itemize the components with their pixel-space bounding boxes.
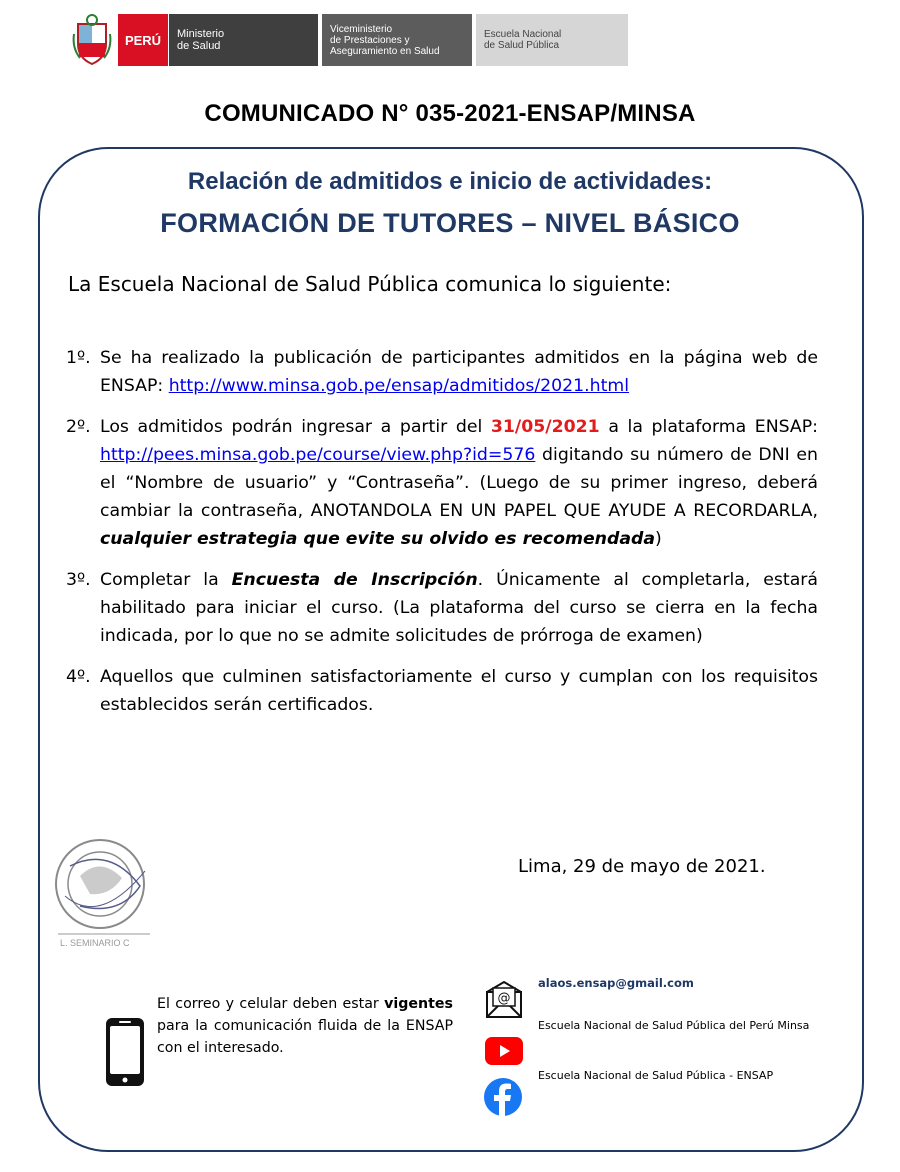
item-number: 2º. <box>66 417 91 437</box>
announcement-list <box>66 344 818 732</box>
item-text-part: a la plataforma ENSAP: <box>599 417 818 437</box>
ministry-badge <box>168 14 318 66</box>
email-icon <box>484 980 524 1020</box>
country-label: PERÚ <box>124 32 162 48</box>
viceministry-badge <box>322 14 472 66</box>
item-text-part: digitando su número de DNI en el “Nombre de usuario” y “Contraseña”. (Luego de su primer ingreso, deberá cambiar la contraseña, ANOTANDOLA EN UN PAPEL QUE AYUDE A RECORDARLA, <box>100 445 818 521</box>
school-line1: Escuela Nacional <box>484 29 562 40</box>
list-item <box>66 663 818 719</box>
ministry-line2: de Salud <box>177 40 221 52</box>
vice-line1: Viceministerio <box>330 23 393 35</box>
item-text <box>100 663 818 719</box>
note-text: El correo y celular deben estar <box>157 996 385 1012</box>
intro-text: La Escuela Nacional de Salud Pública comunica lo siguiente: <box>68 272 672 296</box>
item-text <box>100 566 818 650</box>
page-title: COMUNICADO N° 035-2021-ENSAP/MINSA <box>204 100 696 127</box>
vice-line3: Aseguramiento en Salud <box>330 45 440 57</box>
item-text-part: . Únicamente al completarla, estará habilitado para iniciar el curso. (La plataforma del curso se cierra en la fecha indicada, por lo que no se admite solicitudes de prórroga de examen) <box>100 570 818 646</box>
vice-line2: de Prestaciones y <box>330 34 410 46</box>
header-logos <box>70 14 628 66</box>
school-badge <box>476 14 628 66</box>
official-seal-icon <box>50 836 155 948</box>
school-line2: de Salud Pública <box>484 40 560 51</box>
survey-name: Encuesta de Inscripción <box>231 570 478 590</box>
platform-link[interactable]: http://pees.minsa.gob.pe/course/view.php?id=576 <box>100 445 536 465</box>
list-item <box>66 566 818 650</box>
svg-text:@: @ <box>497 991 511 1006</box>
subtitle-admitidos: Relación de admitidos e inicio de actividades: <box>187 168 713 195</box>
item-text-part: Los admitidos podrán ingresar a partir del <box>100 417 491 437</box>
youtube-channel-name[interactable]: Escuela Nacional de Salud Pública del Perú Minsa <box>538 1019 810 1032</box>
facebook-page-name[interactable]: Escuela Nacional de Salud Pública - ENSAP <box>538 1069 774 1082</box>
seal-signature-text: L. SEMINARIO C <box>60 938 130 948</box>
item-text <box>100 344 818 400</box>
note-emphasis: vigentes <box>384 996 453 1012</box>
item-text-part: Se ha realizado la publicación de participantes admitidos en la página web de ENSAP: <box>100 348 818 396</box>
start-date: 31/05/2021 <box>490 417 600 437</box>
peru-badge <box>118 14 168 66</box>
note-text: para la comunicación fluida de la ENSAP con el interesado. <box>157 1018 453 1056</box>
subtitle-course: FORMACIÓN DE TUTORES – NIVEL BÁSICO <box>160 208 740 238</box>
youtube-icon[interactable] <box>484 1036 524 1066</box>
item-emphasis: cualquier estrategia que evite su olvido es recomendada <box>100 529 656 549</box>
list-item <box>66 344 818 400</box>
item-text <box>100 413 818 553</box>
facebook-icon[interactable] <box>483 1077 523 1117</box>
item-number: 4º. <box>66 667 91 687</box>
contact-email[interactable]: alaos.ensap@gmail.com <box>538 976 694 990</box>
item-number: 3º. <box>66 570 91 590</box>
list-item <box>66 413 818 553</box>
peru-coat-of-arms-icon <box>70 14 114 66</box>
date-line: Lima, 29 de mayo de 2021. <box>518 856 766 877</box>
item-text-part: ) <box>655 529 662 549</box>
ministry-line1: Ministerio <box>177 28 225 40</box>
admitidos-link[interactable]: http://www.minsa.gob.pe/ensap/admitidos/2021.html <box>168 376 630 396</box>
item-number: 1º. <box>66 348 91 368</box>
phone-icon <box>104 1016 146 1088</box>
item-text-part: Aquellos que culminen satisfactoriamente el curso y cumplan con los requisitos establecidos serán certificados. <box>100 667 818 715</box>
contact-note <box>157 993 453 1059</box>
item-text-part: Completar la <box>100 570 232 590</box>
